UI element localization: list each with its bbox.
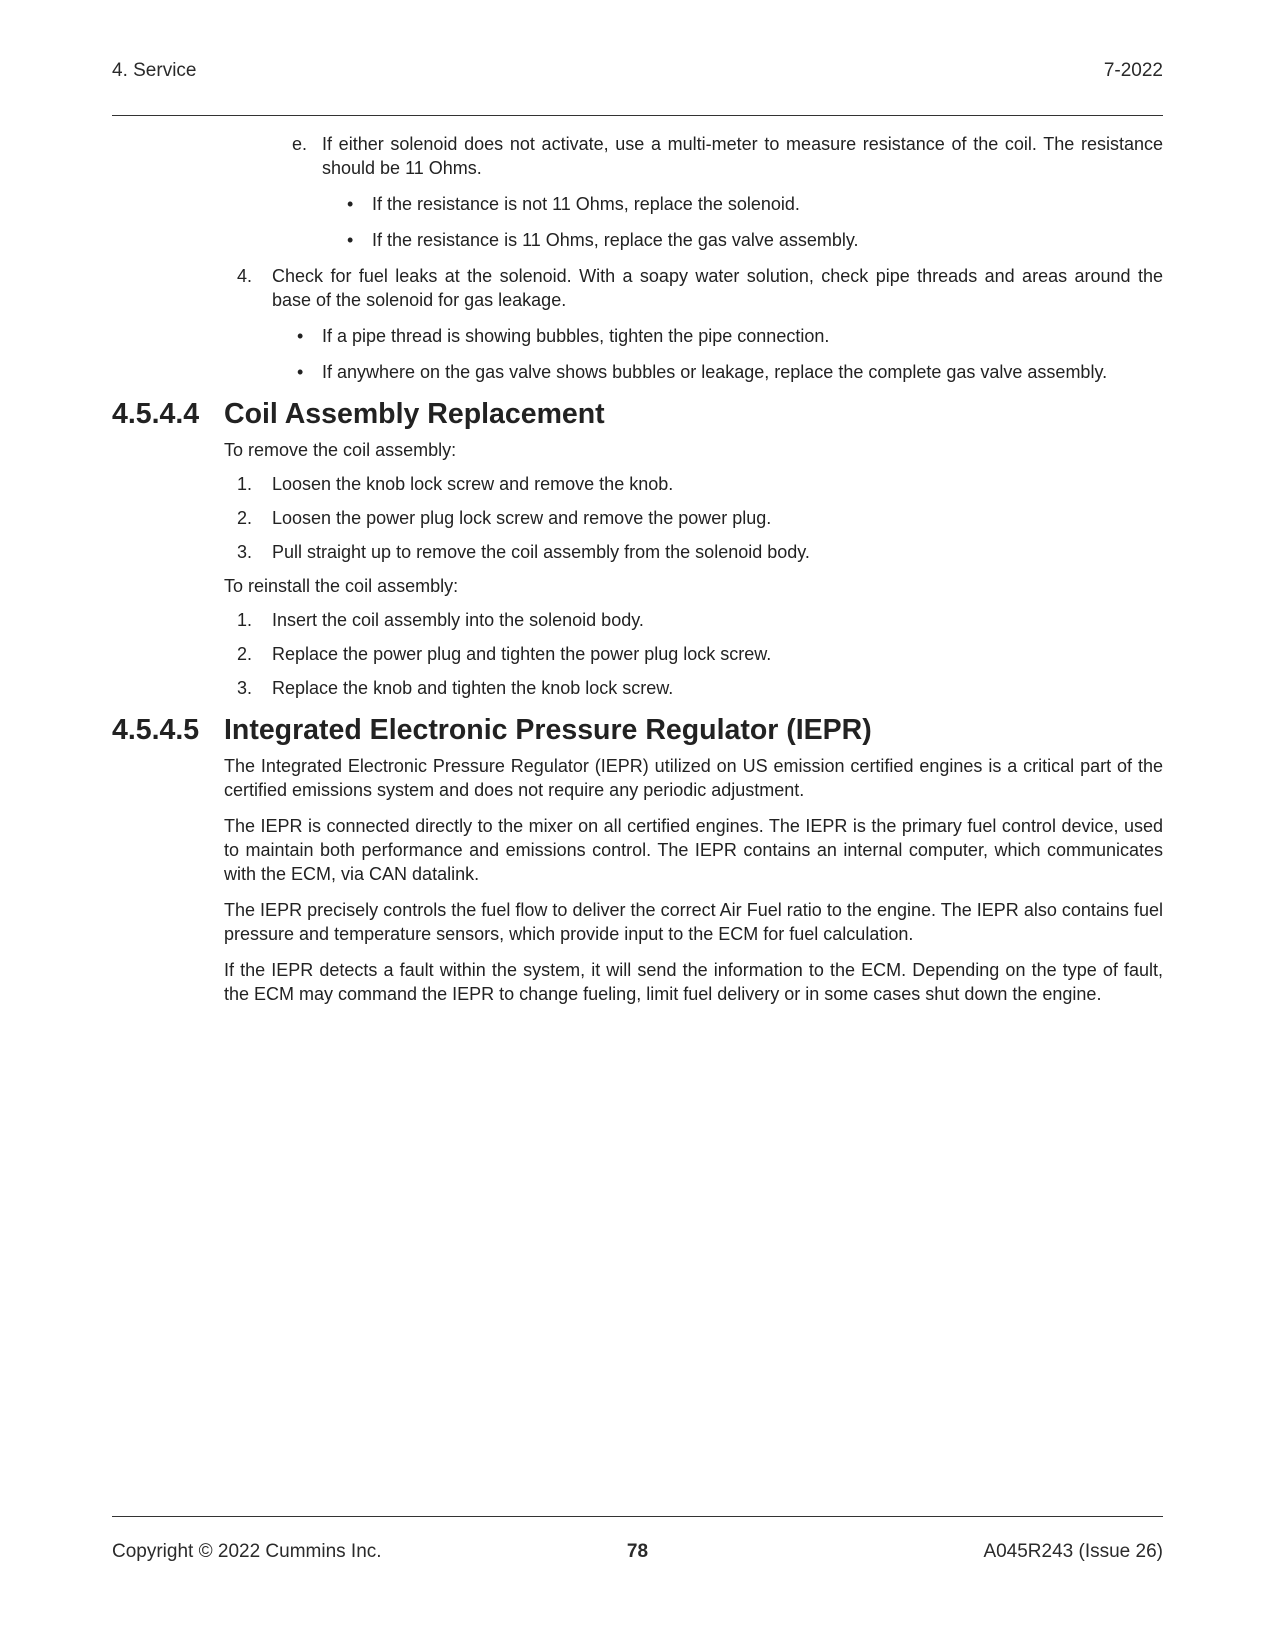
- bullet-item: • If a pipe thread is showing bubbles, tighten the pipe connection.: [297, 326, 830, 346]
- bullet-item: • If the resistance is 11 Ohms, replace the gas valve assembly.: [347, 230, 859, 250]
- section-heading-coil: [112, 396, 1163, 432]
- list-marker: 2.: [237, 644, 253, 664]
- bullet-icon: •: [347, 230, 354, 250]
- list-marker: 1.: [237, 610, 253, 630]
- list-marker: e.: [292, 134, 308, 154]
- list-item: 3. Pull straight up to remove the coil assembly from the solenoid body.: [237, 542, 810, 562]
- bullet-icon: •: [347, 194, 354, 214]
- page-content: [112, 132, 1163, 1018]
- reinstall-intro: To reinstall the coil assembly:: [224, 576, 459, 596]
- footer-page-number: 78: [626, 1541, 649, 1562]
- footer-copyright: Copyright © 2022 Cummins Inc.: [112, 1541, 382, 1562]
- bullet-item: • If the resistance is not 11 Ohms, replace the solenoid.: [347, 194, 800, 214]
- remove-intro: To remove the coil assembly:: [224, 440, 457, 460]
- list-item: 1. Loosen the knob lock screw and remove the knob.: [237, 474, 674, 494]
- section-title: Integrated Electronic Pressure Regulator (IEPR): [224, 714, 872, 746]
- page-header: [112, 60, 1163, 82]
- section-title: Coil Assembly Replacement: [224, 398, 605, 430]
- list-item: 1. Insert the coil assembly into the solenoid body.: [237, 610, 644, 630]
- section-number: 4.5.4.5: [112, 714, 200, 746]
- list-item-text: If either solenoid does not activate, use a multi-meter to measure resistance of the coil. The resistance should be 11 Ohms.: [322, 134, 1163, 178]
- header-date: 7-2022: [1103, 60, 1163, 81]
- paragraph: The Integrated Electronic Pressure Regulator (IEPR) utilized on US emission certified engines is a critical part of the certified emissions system and does not require any periodic adjustment.: [224, 756, 1163, 800]
- bullet-icon: •: [297, 326, 304, 346]
- list-marker: 4.: [237, 266, 253, 286]
- list-item-step-4: [237, 264, 1163, 312]
- list-item-text: Check for fuel leaks at the solenoid. With a soapy water solution, check pipe threads and areas around the base of the solenoid for gas leakage.: [272, 266, 1163, 310]
- bullet-icon: •: [297, 362, 304, 382]
- list-item-e: [292, 132, 1163, 180]
- list-item: 2. Replace the power plug and tighten the power plug lock screw.: [237, 644, 772, 664]
- header-rule: [112, 115, 1163, 116]
- list-item: 2. Loosen the power plug lock screw and remove the power plug.: [237, 508, 772, 528]
- header-section: 4. Service: [112, 60, 197, 81]
- footer-doc-id: A045R243 (Issue 26): [983, 1541, 1163, 1562]
- paragraph: The IEPR precisely controls the fuel flow to deliver the correct Air Fuel ratio to the engine. The IEPR also contains fuel pressure and temperature sensors, which provide input to the ECM for fuel calculation.: [224, 900, 1163, 944]
- section-number: 4.5.4.4: [112, 398, 200, 430]
- section-heading-iepr: [112, 712, 1163, 748]
- paragraph: The IEPR is connected directly to the mixer on all certified engines. The IEPR is the primary fuel control device, used to maintain both performance and emissions control. The IEPR contains an internal computer, which communicates with the ECM, via CAN datalink.: [224, 816, 1163, 884]
- footer-rule: [112, 1516, 1163, 1517]
- list-item: 3. Replace the knob and tighten the knob lock screw.: [237, 678, 674, 698]
- list-marker: 3.: [237, 542, 253, 562]
- list-marker: 3.: [237, 678, 253, 698]
- page-footer: [112, 1541, 1163, 1567]
- bullet-item: • If anywhere on the gas valve shows bubbles or leakage, replace the complete gas valve assembly.: [297, 362, 1108, 382]
- list-marker: 1.: [237, 474, 253, 494]
- list-marker: 2.: [237, 508, 253, 528]
- paragraph: If the IEPR detects a fault within the system, it will send the information to the ECM. Depending on the type of fault, the ECM may command the IEPR to change fueling, limit fuel delivery or in some cases shut down the engine.: [224, 960, 1163, 1004]
